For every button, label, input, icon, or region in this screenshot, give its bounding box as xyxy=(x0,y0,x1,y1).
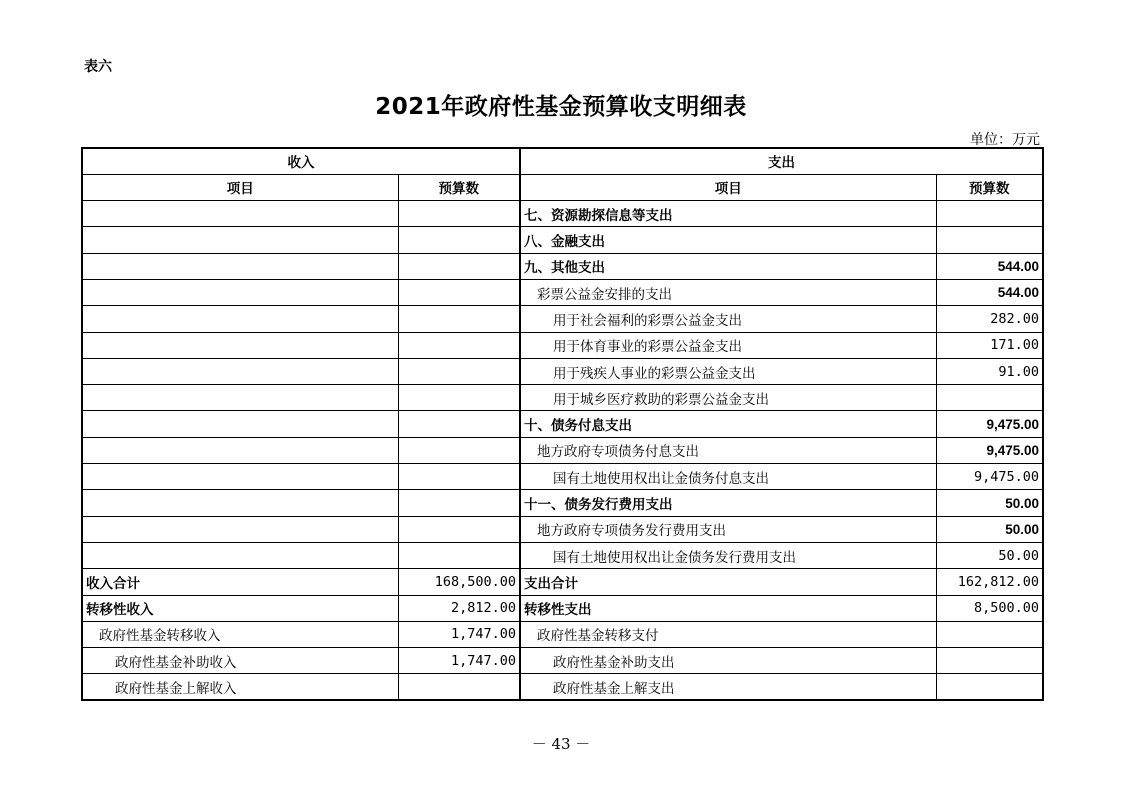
expenditure_total-value: 162,812.00 xyxy=(936,569,1043,595)
expenditure-item-cell: 地方政府专项债务付息支出 xyxy=(520,437,936,463)
table-row xyxy=(82,516,1043,542)
header-row-top xyxy=(82,148,1043,174)
income-value-cell xyxy=(398,516,520,542)
transfer-row xyxy=(82,648,1043,674)
income-item-cell xyxy=(82,437,398,463)
page-title: 2021年政府性基金预算收支明细表 xyxy=(375,94,747,120)
income-value-cell xyxy=(398,490,520,516)
transfer-expenditure-item: 政府性基金转移支付 xyxy=(520,621,936,647)
total-row xyxy=(82,595,1043,621)
expenditure-value-cell xyxy=(936,227,1043,253)
expenditure-item-cell: 用于城乡医疗救助的彩票公益金支出 xyxy=(520,385,936,411)
income-item-cell xyxy=(82,279,398,305)
income-item-cell xyxy=(82,332,398,358)
table-row xyxy=(82,464,1043,490)
expenditure-value-cell: 282.00 xyxy=(936,306,1043,332)
income-item-cell xyxy=(82,464,398,490)
transfer_expenditure-label: 转移性支出 xyxy=(520,595,936,621)
expenditure-value-cell: 9,475.00 xyxy=(936,437,1043,463)
expenditure-value-cell xyxy=(936,201,1043,227)
transfer_income-label: 转移性收入 xyxy=(82,595,398,621)
income-item-cell xyxy=(82,490,398,516)
transfer-expenditure-value xyxy=(936,621,1043,647)
transfer_income-value: 2,812.00 xyxy=(398,595,520,621)
table-label: 表六 xyxy=(84,59,112,75)
income-value-cell xyxy=(398,464,520,490)
expenditure-item-header: 项目 xyxy=(520,174,936,200)
transfer-row xyxy=(82,621,1043,647)
income-value-cell xyxy=(398,437,520,463)
income-value-cell xyxy=(398,253,520,279)
income_total-label: 收入合计 xyxy=(82,569,398,595)
table-row xyxy=(82,332,1043,358)
transfer-expenditure-item: 政府性基金补助支出 xyxy=(520,648,936,674)
income_total-value: 168,500.00 xyxy=(398,569,520,595)
income-item-cell xyxy=(82,201,398,227)
income-item-cell xyxy=(82,358,398,384)
table-row xyxy=(82,411,1043,437)
transfer-income-value: 1,747.00 xyxy=(398,621,520,647)
page-number: － 43 － xyxy=(531,735,591,753)
transfer-income-value: 1,747.00 xyxy=(398,648,520,674)
expenditure-value-cell: 9,475.00 xyxy=(936,411,1043,437)
header-row-columns xyxy=(82,174,1043,200)
income-header: 收入 xyxy=(82,148,520,174)
income-value-cell xyxy=(398,201,520,227)
table-row xyxy=(82,490,1043,516)
expenditure-value-cell: 50.00 xyxy=(936,516,1043,542)
expenditure-value-cell: 9,475.00 xyxy=(936,464,1043,490)
expenditure-item-cell: 八、金融支出 xyxy=(520,227,936,253)
transfer-income-item: 政府性基金上解收入 xyxy=(82,674,398,700)
expenditure-header: 支出 xyxy=(520,148,1043,174)
transfer-expenditure-item: 政府性基金上解支出 xyxy=(520,674,936,700)
table-row xyxy=(82,227,1043,253)
expenditure_total-label: 支出合计 xyxy=(520,569,936,595)
table-row xyxy=(82,385,1043,411)
expenditure-value-cell: 171.00 xyxy=(936,332,1043,358)
expenditure-item-cell: 国有土地使用权出让金债务发行费用支出 xyxy=(520,542,936,568)
expenditure-item-cell: 用于残疾人事业的彩票公益金支出 xyxy=(520,358,936,384)
income-item-cell xyxy=(82,385,398,411)
transfer-income-item: 政府性基金补助收入 xyxy=(82,648,398,674)
expenditure-value-cell: 50.00 xyxy=(936,542,1043,568)
table-row xyxy=(82,201,1043,227)
income-value-cell xyxy=(398,542,520,568)
expenditure-value-cell: 544.00 xyxy=(936,279,1043,305)
expenditure-item-cell: 用于社会福利的彩票公益金支出 xyxy=(520,306,936,332)
table-row xyxy=(82,437,1043,463)
income-value-cell xyxy=(398,358,520,384)
income-value-cell xyxy=(398,385,520,411)
expenditure-value-cell: 544.00 xyxy=(936,253,1043,279)
table-row xyxy=(82,358,1043,384)
income-value-cell xyxy=(398,332,520,358)
income-item-header: 项目 xyxy=(82,174,398,200)
income-item-cell xyxy=(82,411,398,437)
income-budget-header: 预算数 xyxy=(398,174,520,200)
expenditure-value-cell xyxy=(936,385,1043,411)
income-value-cell xyxy=(398,306,520,332)
budget-table xyxy=(81,147,1044,701)
table-row xyxy=(82,306,1043,332)
expenditure-budget-header: 预算数 xyxy=(936,174,1043,200)
expenditure-item-cell: 彩票公益金安排的支出 xyxy=(520,279,936,305)
transfer-income-item: 政府性基金转移收入 xyxy=(82,621,398,647)
income-value-cell xyxy=(398,227,520,253)
income-item-cell xyxy=(82,542,398,568)
expenditure-item-cell: 十、债务付息支出 xyxy=(520,411,936,437)
transfer-expenditure-value xyxy=(936,674,1043,700)
expenditure-item-cell: 十一、债务发行费用支出 xyxy=(520,490,936,516)
income-item-cell xyxy=(82,516,398,542)
expenditure-item-cell: 七、资源勘探信息等支出 xyxy=(520,201,936,227)
expenditure-item-cell: 用于体育事业的彩票公益金支出 xyxy=(520,332,936,358)
table-row xyxy=(82,253,1043,279)
transfer-income-value xyxy=(398,674,520,700)
expenditure-value-cell: 91.00 xyxy=(936,358,1043,384)
income-item-cell xyxy=(82,253,398,279)
table-row xyxy=(82,279,1043,305)
income-item-cell xyxy=(82,227,398,253)
transfer_expenditure-value: 8,500.00 xyxy=(936,595,1043,621)
total-row xyxy=(82,569,1043,595)
expenditure-item-cell: 地方政府专项债务发行费用支出 xyxy=(520,516,936,542)
expenditure-value-cell: 50.00 xyxy=(936,490,1043,516)
unit-label: 单位：万元 xyxy=(970,132,1040,148)
transfer-expenditure-value xyxy=(936,648,1043,674)
income-value-cell xyxy=(398,411,520,437)
transfer-row xyxy=(82,674,1043,700)
expenditure-item-cell: 国有土地使用权出让金债务付息支出 xyxy=(520,464,936,490)
income-value-cell xyxy=(398,279,520,305)
income-item-cell xyxy=(82,306,398,332)
expenditure-item-cell: 九、其他支出 xyxy=(520,253,936,279)
table-row xyxy=(82,542,1043,568)
